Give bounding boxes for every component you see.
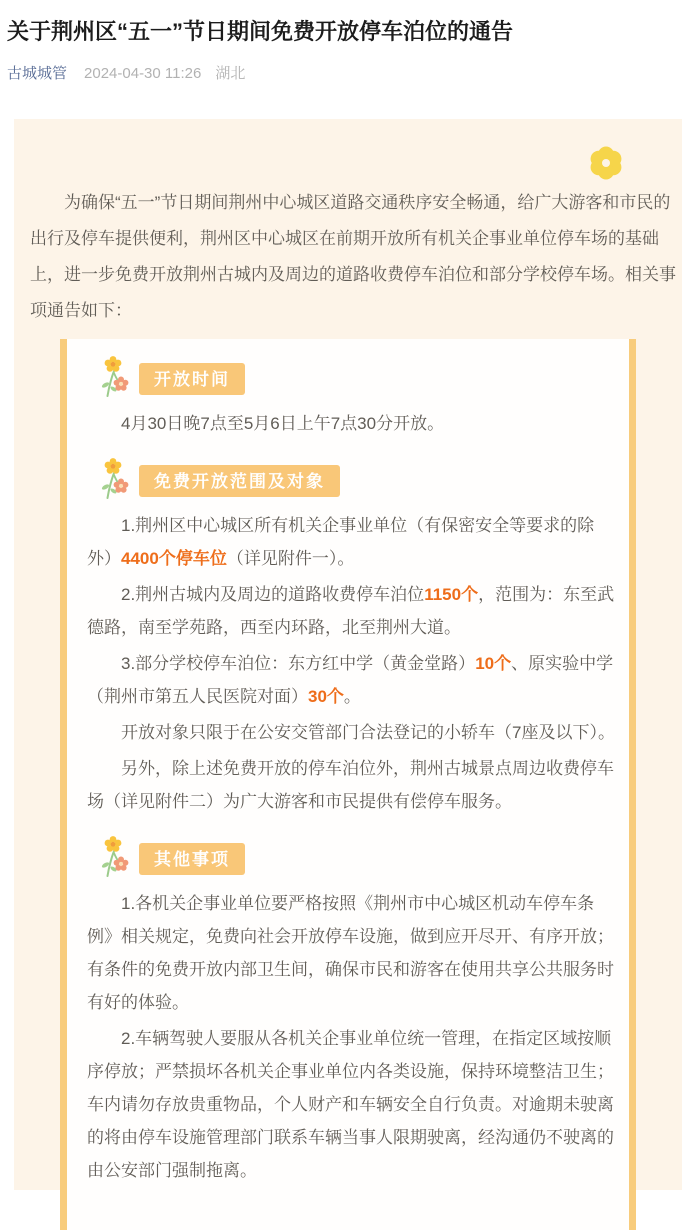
bouquet-icon bbox=[101, 457, 130, 499]
paragraph-text: 1.荆州区中心城区所有机关企事业单位（有保密安全等要求的除外） bbox=[87, 515, 595, 568]
notice-paragraph bbox=[87, 509, 617, 575]
notice-paragraph bbox=[87, 887, 617, 1019]
notice-section bbox=[87, 355, 617, 440]
publish-location: 湖北 bbox=[215, 64, 246, 82]
paragraph-text: ，范围为：东至武德路，南至学苑路，西至内环路，北至荆州大道。 bbox=[87, 584, 615, 637]
section-header bbox=[101, 355, 617, 395]
highlight-number: 10个 bbox=[475, 653, 512, 673]
paragraph-text: 2.车辆驾驶人要服从各机关企事业单位统一管理，在指定区域按顺序停放；严禁损坏各机关企事业单位内各类设施，保持环境整洁卫生；车内请勿存放贵重物品，个人财产和车辆安全自行负责。对逾期未驶离的将由停车设施管理部门联系车辆当事人限期驶离，经沟通仍不驶离的由公安部门强制拖离。 bbox=[87, 1028, 614, 1180]
notice-paragraph bbox=[87, 716, 617, 749]
paragraph-text: 另外，除上述免费开放的停车泊位外，荆州古城景点周边收费停车场（详见附件二）为广大游客和市民提供有偿停车服务。 bbox=[87, 758, 614, 811]
sections bbox=[87, 355, 617, 1187]
bouquet-icon bbox=[101, 835, 130, 877]
bouquet-icon bbox=[101, 355, 130, 397]
section-body bbox=[87, 509, 617, 818]
publish-time: 2024-04-30 11:26 bbox=[84, 64, 202, 82]
notice-paragraph bbox=[87, 578, 617, 644]
highlight-number: 4400个停车位 bbox=[121, 548, 227, 568]
notice-panel bbox=[14, 119, 682, 1190]
notice-paragraph bbox=[87, 1022, 617, 1187]
notice-paragraph bbox=[87, 407, 617, 440]
notice-paragraph bbox=[87, 752, 617, 818]
section-header bbox=[101, 835, 617, 875]
highlight-number: 30个 bbox=[308, 686, 344, 706]
paragraph-text: 3.部分学校停车泊位：东方红中学（黄金堂路） bbox=[121, 653, 476, 673]
article-meta bbox=[7, 63, 684, 84]
flower-icon bbox=[588, 145, 624, 181]
paragraph-text: （详见附件一）。 bbox=[226, 548, 355, 568]
paragraph-text: 4月30日晚7点至5月6日上午7点30分开放。 bbox=[121, 413, 445, 433]
notice-section bbox=[87, 835, 617, 1187]
article-header bbox=[0, 0, 692, 84]
paragraph-text: 开放对象只限于在公安交管部门合法登记的小轿车（7座及以下）。 bbox=[121, 722, 615, 742]
section-heading-badge: 开放时间 bbox=[139, 363, 245, 395]
section-body bbox=[87, 887, 617, 1187]
article-title: 关于荆州区“五一”节日期间免费开放停车泊位的通告 bbox=[7, 19, 514, 44]
paragraph-text: 1.各机关企事业单位要严格按照《荆州市中心城区机动车停车条例》相关规定，免费向社会开放停车设施，做到应开尽开、有序开放；有条件的免费开放内部卫生间，确保市民和游客在使用共享公共服务时有好的体验。 bbox=[87, 893, 614, 1012]
highlight-number: 1150个 bbox=[424, 584, 479, 604]
account-link[interactable]: 古城城管 bbox=[7, 64, 68, 82]
notice-paragraph bbox=[87, 647, 617, 713]
paragraph-text: 2.荆州古城内及周边的道路收费停车泊位 bbox=[121, 584, 425, 604]
intro-paragraph: 为确保“五一”节日期间荆州中心城区道路交通秩序安全畅通，给广大游客和市民的出行及停车提供便利，荆州区中心城区在前期开放所有机关企事业单位停车场的基础上，进一步免费开放荆州古城内及周边的道路收费停车泊位和部分学校停车场。相关事项通告如下： bbox=[30, 192, 676, 320]
section-heading-badge: 免费开放范围及对象 bbox=[139, 465, 340, 497]
notice-box bbox=[60, 339, 636, 1230]
paragraph-text: 、原实验中学（荆州市第五人民医院对面） bbox=[87, 653, 614, 706]
section-heading-badge: 其他事项 bbox=[139, 843, 245, 875]
notice-section bbox=[87, 457, 617, 818]
section-header bbox=[101, 457, 617, 497]
paragraph-text: 。 bbox=[343, 686, 361, 706]
section-body bbox=[87, 407, 617, 440]
